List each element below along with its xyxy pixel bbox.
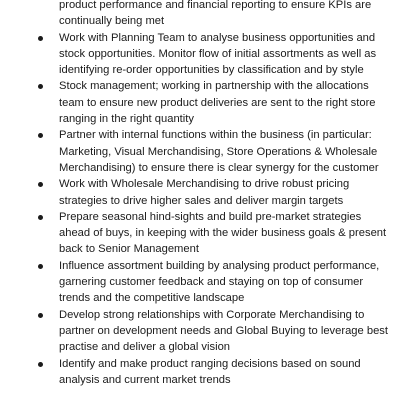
bullet-icon	[38, 182, 43, 187]
list-item	[59, 307, 393, 356]
list-item-text: Identify and make product ranging decisions based on sound analysis and current market trends	[59, 357, 361, 386]
list-item-text: Stock management; working in partnership with the allocations team to ensure new product deliveries are sent to the right store ranging in the right quantity	[59, 80, 376, 126]
list-item-text: Partner with internal functions within the business (in particular: Marketing, Visual Merchandising, Store Operations & Wholesale Merchandising) to ensure there is clear synergy for the customer	[59, 129, 379, 174]
bullet-icon	[38, 133, 43, 138]
list-item	[59, 258, 393, 307]
bullet-icon	[38, 84, 43, 89]
list-item	[59, 356, 393, 389]
bullet-icon	[38, 362, 43, 367]
list-item	[59, 176, 393, 209]
bullet-icon	[38, 36, 43, 41]
list-item-text: Work with Planning Team to analyse business opportunities and stock opportunities. Monitor flow of initial assortments as well as identifying re-order opportunities by classification and by style	[59, 31, 377, 77]
list-item	[59, 127, 393, 176]
list-item	[59, 209, 393, 258]
list-item-text: Develop strong relationships with Corporate Merchandising to partner on development needs and Global Buying to leverage best practise and deliver a global vision	[59, 308, 389, 354]
bullet-icon	[38, 215, 43, 220]
list-item-text: Prepare seasonal hind-sights and build pre-market strategies ahead of buys, in keeping with the wider business goals & present back to Senior Management	[59, 210, 387, 256]
bullet-icon	[38, 264, 43, 269]
list-item-text: Work with Wholesale Merchandising to drive robust pricing strategies to drive higher sales and deliver margin targets	[59, 178, 350, 207]
list-item-text: Influence assortment building by analysing product performance, garnering customer feedback and staying on top of consumer trends and the competitive landscape	[59, 259, 380, 305]
list-item	[59, 78, 393, 127]
responsibilities-list	[0, 30, 400, 389]
intro-paragraph: product performance and financial reporting to ensure KPIs are continually being met	[59, 0, 372, 28]
list-item	[59, 30, 393, 79]
bullet-icon	[38, 313, 43, 318]
